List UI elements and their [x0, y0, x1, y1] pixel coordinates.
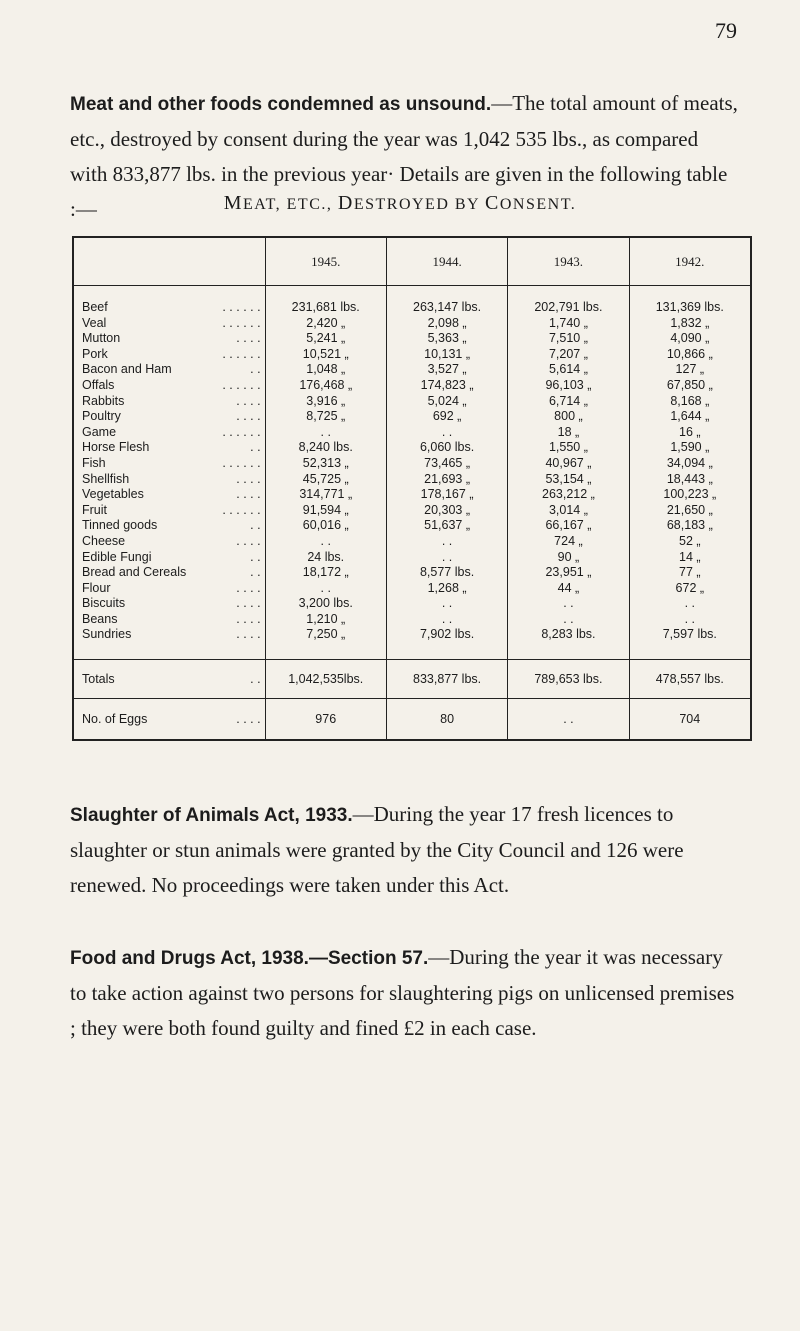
value-cell: 127 „	[629, 362, 751, 378]
value-cell: 2,420 „	[265, 316, 386, 332]
total-cell: 478,557 lbs.	[629, 660, 751, 699]
food-drugs-heading: Food and Drugs Act, 1938.—Section 57.	[70, 948, 429, 969]
value-cell: 7,902 lbs.	[386, 627, 507, 659]
value-cell: 91,594 „	[265, 503, 386, 519]
value-cell: 8,725 „	[265, 409, 386, 425]
value-cell: 1,832 „	[629, 316, 751, 332]
item-name: Tinned goods . .	[73, 518, 265, 534]
value-cell: 73,465 „	[386, 456, 507, 472]
value-cell: 20,303 „	[386, 503, 507, 519]
item-name: Beans . . . .	[73, 612, 265, 628]
value-cell: 16 „	[629, 425, 751, 441]
value-cell: 263,212 „	[508, 487, 629, 503]
value-cell: 90 „	[508, 550, 629, 566]
table-title: MEAT, ETC., DESTROYED BY CONSENT.	[223, 192, 577, 214]
table-row	[73, 440, 751, 456]
value-cell: 7,250 „	[265, 627, 386, 659]
item-name: Poultry . . . .	[73, 409, 265, 425]
food-drugs-paragraph	[70, 940, 738, 1046]
value-cell: 5,024 „	[386, 394, 507, 410]
value-cell: 263,147 lbs.	[386, 286, 507, 316]
value-cell: 5,241 „	[265, 331, 386, 347]
value-cell: 1,210 „	[265, 612, 386, 628]
value-cell: 96,103 „	[508, 378, 629, 394]
value-cell: 52 „	[629, 534, 751, 550]
item-name: Horse Flesh . .	[73, 440, 265, 456]
header-year: 1942.	[629, 237, 751, 286]
intro-heading: Meat and other foods condemned as unsound.	[70, 94, 492, 115]
item-name: Offals . . . . . .	[73, 378, 265, 394]
value-cell: 231,681 lbs.	[265, 286, 386, 316]
value-cell: 1,268 „	[386, 581, 507, 597]
table-row	[73, 518, 751, 534]
total-cell: 789,653 lbs.	[508, 660, 629, 699]
value-cell: 1,740 „	[508, 316, 629, 332]
item-name: Vegetables . . . .	[73, 487, 265, 503]
value-cell: 7,597 lbs.	[629, 627, 751, 659]
value-cell: . .	[265, 581, 386, 597]
totals-label: Totals . .	[73, 660, 265, 699]
value-cell: 68,183 „	[629, 518, 751, 534]
value-cell: . .	[386, 596, 507, 612]
item-name: Shellfish . . . .	[73, 472, 265, 488]
total-cell: 833,877 lbs.	[386, 660, 507, 699]
table-row	[73, 565, 751, 581]
value-cell: 23,951 „	[508, 565, 629, 581]
item-name: Fish . . . . . .	[73, 456, 265, 472]
item-name: Sundries . . . .	[73, 627, 265, 659]
intro-text: —The total amount of meats, etc., destroyed by consent during the year was 1,042 535 lbs., as compared with 833,877 lbs. in the previous year· Details are given in the following table :—	[70, 91, 738, 221]
value-cell: 66,167 „	[508, 518, 629, 534]
value-cell: 176,468 „	[265, 378, 386, 394]
table-row	[73, 472, 751, 488]
value-cell: 8,577 lbs.	[386, 565, 507, 581]
value-cell: . .	[386, 550, 507, 566]
value-cell: 21,650 „	[629, 503, 751, 519]
item-name: Mutton . . . .	[73, 331, 265, 347]
item-name: Bacon and Ham . .	[73, 362, 265, 378]
item-name: Cheese . . . .	[73, 534, 265, 550]
value-cell: 53,154 „	[508, 472, 629, 488]
table-row	[73, 612, 751, 628]
eggs-row	[73, 699, 751, 741]
item-name: Veal . . . . . .	[73, 316, 265, 332]
value-cell: . .	[629, 596, 751, 612]
table-row	[73, 425, 751, 441]
value-cell: 800 „	[508, 409, 629, 425]
value-cell: 14 „	[629, 550, 751, 566]
value-cell: 51,637 „	[386, 518, 507, 534]
value-cell: 18,172 „	[265, 565, 386, 581]
table-row	[73, 409, 751, 425]
table-row	[73, 394, 751, 410]
table-row	[73, 581, 751, 597]
value-cell: 131,369 lbs.	[629, 286, 751, 316]
value-cell: 1,550 „	[508, 440, 629, 456]
value-cell: 10,131 „	[386, 347, 507, 363]
table-row	[73, 347, 751, 363]
eggs-cell: . .	[508, 699, 629, 741]
value-cell: 7,207 „	[508, 347, 629, 363]
value-cell: 8,283 lbs.	[508, 627, 629, 659]
value-cell: 5,363 „	[386, 331, 507, 347]
value-cell: . .	[265, 425, 386, 441]
value-cell: 4,090 „	[629, 331, 751, 347]
value-cell: 7,510 „	[508, 331, 629, 347]
value-cell: 10,866 „	[629, 347, 751, 363]
table-row	[73, 331, 751, 347]
value-cell: 52,313 „	[265, 456, 386, 472]
eggs-cell: 976	[265, 699, 386, 741]
value-cell: 724 „	[508, 534, 629, 550]
value-cell: . .	[508, 612, 629, 628]
eggs-cell: 80	[386, 699, 507, 741]
item-name: Flour . . . .	[73, 581, 265, 597]
page-number: 79	[715, 18, 737, 43]
table-row	[73, 596, 751, 612]
table-row	[73, 503, 751, 519]
table-row	[73, 378, 751, 394]
value-cell: 1,644 „	[629, 409, 751, 425]
slaughter-paragraph	[70, 797, 738, 903]
eggs-label: No. of Eggs . . . .	[73, 699, 265, 741]
value-cell: . .	[508, 596, 629, 612]
table-row	[73, 456, 751, 472]
value-cell: 8,168 „	[629, 394, 751, 410]
table-row	[73, 487, 751, 503]
table-header-row	[73, 237, 751, 286]
item-name: Rabbits . . . .	[73, 394, 265, 410]
value-cell: 6,060 lbs.	[386, 440, 507, 456]
slaughter-text: —During the year 17 fresh licences to slaughter or stun animals were granted by the City Council and 126 were renewed. No proceedings were taken under this Act.	[70, 802, 684, 897]
value-cell: 2,098 „	[386, 316, 507, 332]
value-cell: 3,200 lbs.	[265, 596, 386, 612]
value-cell: 202,791 lbs.	[508, 286, 629, 316]
value-cell: . .	[386, 534, 507, 550]
item-name: Biscuits . . . .	[73, 596, 265, 612]
table-row	[73, 362, 751, 378]
value-cell: 77 „	[629, 565, 751, 581]
header-year: 1944.	[386, 237, 507, 286]
table-row	[73, 534, 751, 550]
value-cell: 10,521 „	[265, 347, 386, 363]
value-cell: . .	[265, 534, 386, 550]
header-year: 1943.	[508, 237, 629, 286]
item-name: Bread and Cereals . .	[73, 565, 265, 581]
table-row	[73, 316, 751, 332]
value-cell: 34,094 „	[629, 456, 751, 472]
value-cell: 314,771 „	[265, 487, 386, 503]
item-name: Fruit . . . . . .	[73, 503, 265, 519]
value-cell: 3,916 „	[265, 394, 386, 410]
value-cell: 692 „	[386, 409, 507, 425]
value-cell: . .	[629, 612, 751, 628]
value-cell: 18 „	[508, 425, 629, 441]
eggs-cell: 704	[629, 699, 751, 741]
value-cell: 45,725 „	[265, 472, 386, 488]
value-cell: 672 „	[629, 581, 751, 597]
value-cell: 5,614 „	[508, 362, 629, 378]
value-cell: 67,850 „	[629, 378, 751, 394]
table-row	[73, 286, 751, 316]
value-cell: 44 „	[508, 581, 629, 597]
item-name: Beef . . . . . .	[73, 286, 265, 316]
value-cell: . .	[386, 612, 507, 628]
value-cell: 178,167 „	[386, 487, 507, 503]
value-cell: 100,223 „	[629, 487, 751, 503]
value-cell: 1,048 „	[265, 362, 386, 378]
value-cell: 24 lbs.	[265, 550, 386, 566]
value-cell: 6,714 „	[508, 394, 629, 410]
totals-row	[73, 660, 751, 699]
header-item-column	[73, 237, 265, 286]
table-row	[73, 550, 751, 566]
table-row	[73, 627, 751, 659]
item-name: Pork . . . . . .	[73, 347, 265, 363]
value-cell: 21,693 „	[386, 472, 507, 488]
meat-destroyed-table	[72, 236, 752, 741]
item-name: Game . . . . . .	[73, 425, 265, 441]
value-cell: 18,443 „	[629, 472, 751, 488]
item-name: Edible Fungi . .	[73, 550, 265, 566]
value-cell: 8,240 lbs.	[265, 440, 386, 456]
value-cell: 60,016 „	[265, 518, 386, 534]
value-cell: 3,014 „	[508, 503, 629, 519]
value-cell: 40,967 „	[508, 456, 629, 472]
value-cell: 1,590 „	[629, 440, 751, 456]
slaughter-heading: Slaughter of Animals Act, 1933.	[70, 805, 353, 826]
value-cell: 174,823 „	[386, 378, 507, 394]
value-cell: 3,527 „	[386, 362, 507, 378]
header-year: 1945.	[265, 237, 386, 286]
value-cell: . .	[386, 425, 507, 441]
total-cell: 1,042,535lbs.	[265, 660, 386, 699]
food-drugs-text: —During the year it was necessary to take action against two persons for slaughtering pigs on unlicensed premises ; they were both found guilty and fined £2 in each case.	[70, 945, 735, 1040]
